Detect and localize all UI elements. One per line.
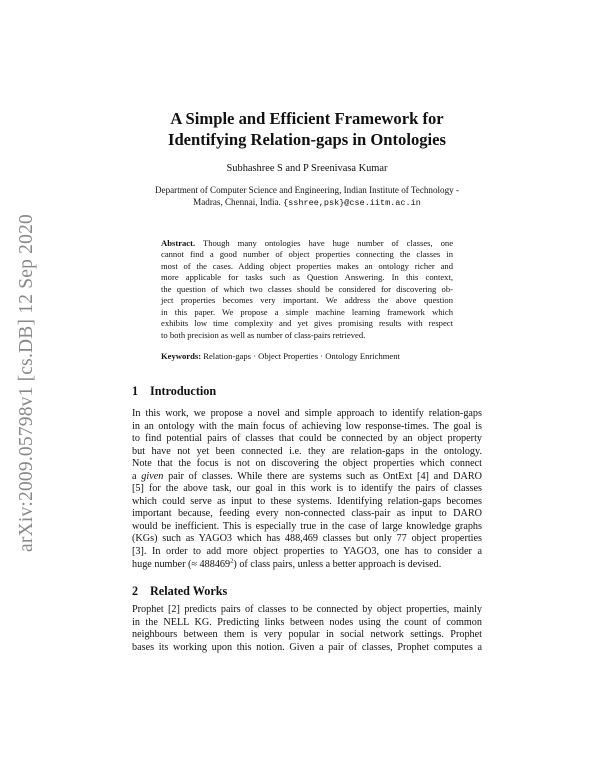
paragraph-line: to find potential pairs of classes that could be connected by an object property (132, 433, 482, 445)
section-heading-introduction (132, 384, 216, 399)
section-number: 2 (132, 584, 139, 598)
text-segment: a (132, 470, 137, 482)
text-segment: pair of classes. While there are systems such as OntExt [4] and DARO (168, 470, 482, 482)
paragraph-line: in an ontology with the main focus of achieving low response-times. The goal is (132, 420, 482, 432)
authors: Subhashree S and P Sreenivasa Kumar (226, 163, 388, 174)
keywords (161, 351, 453, 361)
abstract-line: in this paper. We propose a simple machine learning framework which (161, 306, 453, 317)
affiliation-place: Madras, Chennai, India. (193, 197, 281, 208)
abstract-line: most of the cases. Adding object properties makes an ontology richer and (161, 260, 453, 271)
paragraph-line: [3]. In order to add more object properties to YAGO3, one has to consider a (132, 546, 482, 558)
intro-paragraph (132, 408, 482, 571)
paragraph-line: Prophet [2] predicts pairs of classes to be connected by object properties, mainly (132, 604, 482, 615)
keywords-label: Keywords: (161, 351, 202, 361)
abstract-line: ject properties becomes very important. We address the above question (161, 295, 453, 306)
emphasis: given (141, 470, 164, 482)
paragraph-line (132, 559, 482, 572)
author-email: {sshree,psk}@cse.iitm.ac.in (283, 198, 421, 209)
section-title: Introduction (150, 384, 217, 398)
abstract (161, 238, 453, 341)
paragraph-line: would be inefficient. This is especially true in the case of large knowledge graphs (132, 520, 482, 532)
abstract-line: more applicable for tasks such as Question Answering. In this context, (161, 272, 453, 283)
abstract-line (161, 238, 453, 249)
paper-title (132, 108, 482, 150)
title-line: Identifying Relation-gaps in Ontologies (168, 130, 446, 149)
section-number: 1 (132, 384, 139, 398)
abstract-line: exhibits low time complexity and yet gives promising results with respect (161, 318, 453, 329)
text-segment: huge number (≈ 488469 (132, 558, 231, 570)
related-paragraph (132, 604, 482, 654)
paragraph-line: which could serve as input to these systems. Identifying relation-gaps becomes (132, 495, 482, 507)
affiliation-line: Department of Computer Science and Engineering, Indian Institute of Technology - (154, 185, 459, 195)
affiliation (152, 184, 462, 210)
arxiv-id: arXiv:2009.05798v1 [cs.DB] 12 Sep 2020 (16, 213, 37, 552)
paragraph-line: important because, feeding every non-connected class-pair as input to DARO (132, 508, 482, 520)
paragraph-line: bases its working upon this notion. Given a pair of classes, Prophet computes a (132, 641, 482, 653)
paragraph-line: in the NELL KG. Predicting links between nodes using the count of common (132, 616, 482, 628)
paragraph-line: but have not yet been connected i.e. they are relation-gaps in the ontology. (132, 445, 482, 457)
text-segment: ) of class pairs, unless a better approach is devised. (233, 558, 442, 570)
keywords-text: Relation-gaps · Object Properties · Ontology Enrichment (203, 351, 400, 361)
abstract-line: to both precision as well as number of class-pairs retrieved. (161, 329, 366, 340)
section-heading-related-works (132, 584, 227, 599)
paragraph-line: In this work, we propose a novel and simple approach to identify relation-gaps (132, 408, 482, 419)
section-title: Related Works (150, 584, 228, 598)
paragraph-line: neighbours between them is very popular in social network settings. Prophet (132, 629, 482, 641)
paragraph-line (132, 471, 482, 484)
abstract-line: the question of which two classes should be considered for discovering ob- (161, 283, 453, 294)
paragraph-line: Note that the focus is not on discovering the object properties which connect (132, 458, 482, 470)
abstract-line: cannot find a good number of object properties connecting the classes in (161, 249, 453, 260)
paragraph-line: [5] for the above task, our goal in this work is to identify the pairs of classes (132, 483, 482, 495)
title-line: A Simple and Efficient Framework for (170, 109, 444, 128)
abstract-text: Though many ontologies have huge number of classes, one (202, 238, 454, 248)
affiliation-line-2 (152, 196, 462, 209)
abstract-label: Abstract. (161, 238, 196, 248)
superscript: 2 (230, 557, 234, 565)
paragraph-line: (KGs) such as YAGO3 which has 488,469 classes but only 77 object properties (132, 533, 482, 545)
arxiv-watermark (12, 185, 42, 580)
